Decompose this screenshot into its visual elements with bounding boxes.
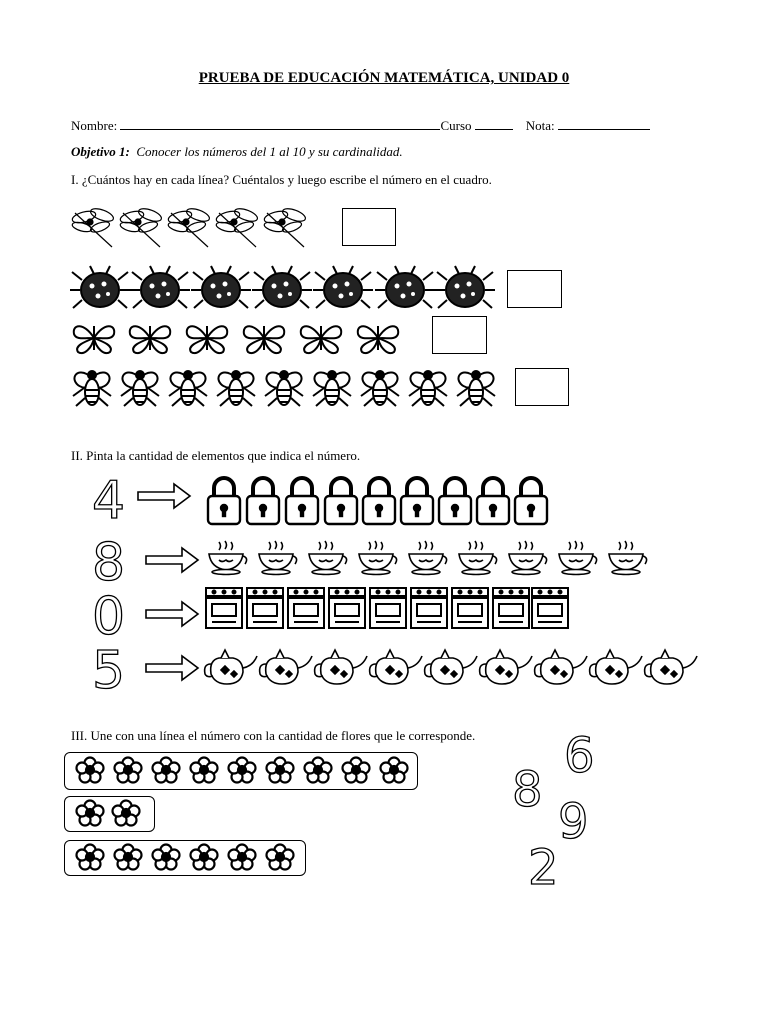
nota-label: Nota: (525, 118, 555, 133)
match-number-6: 6 (564, 728, 595, 784)
section-1-instruction: I. ¿Cuántos hay en cada línea? Cuéntalos y luego escribe el número en el cuadro. (71, 172, 492, 187)
padlock-icon (325, 478, 357, 524)
section-3-numbers (500, 728, 620, 898)
stove-icon (206, 588, 242, 628)
padlock-icon (247, 478, 279, 524)
teapot-icon (260, 650, 312, 684)
padlock-icon (439, 478, 471, 524)
objective-label: Objetivo 1: (71, 144, 130, 159)
teacup-icon (559, 541, 597, 575)
objective-line (71, 144, 403, 160)
ladybug-row (70, 266, 500, 314)
number-0: 0 (92, 587, 126, 647)
butterfly-row (70, 320, 410, 356)
teapot-row (205, 650, 697, 684)
match-number-8: 8 (512, 762, 543, 818)
teacup-icon (209, 541, 247, 575)
answer-box-bees[interactable] (515, 368, 569, 406)
ladybug-icon (191, 266, 251, 308)
teacup-icon (259, 541, 297, 575)
padlock-row (208, 478, 547, 524)
section-2-rows (0, 468, 768, 701)
curso-blank[interactable] (475, 116, 513, 130)
teapot-icon (480, 650, 532, 684)
padlock-icon (363, 478, 395, 524)
dragonfly-icon (215, 206, 259, 247)
padlock-icon (208, 478, 240, 524)
flower-icon (305, 758, 332, 783)
match-number-9: 9 (558, 794, 589, 850)
flower-icon (77, 845, 104, 870)
arrow-icon (138, 484, 190, 508)
answer-box-butterflies[interactable] (432, 316, 487, 354)
bee-icon (120, 369, 161, 406)
stove-row (206, 588, 568, 628)
flower-icon (229, 758, 256, 783)
ladybug-icon (313, 266, 373, 308)
stove-icon (247, 588, 283, 628)
flower-icon (191, 845, 218, 870)
teapot-icon (370, 650, 422, 684)
flower-icon (77, 801, 104, 826)
dragonfly-row (70, 205, 330, 255)
flower-icon (191, 758, 218, 783)
bee-icon (456, 369, 497, 406)
nombre-blank[interactable] (120, 116, 440, 130)
butterfly-icon (358, 326, 398, 353)
section-2-instruction: II. Pinta la cantidad de elementos que indica el número. (71, 448, 361, 463)
flower-icon (115, 845, 142, 870)
teacup-icon (609, 541, 647, 575)
dragonfly-icon (167, 206, 211, 247)
nombre-label: Nombre: (71, 118, 118, 133)
stove-icon (532, 588, 568, 628)
bee-icon (264, 369, 305, 406)
answer-box-dragonflies[interactable] (342, 208, 396, 246)
student-info-line (71, 116, 650, 134)
flower-icon (153, 845, 180, 870)
flower-icon (229, 845, 256, 870)
flower-icon (267, 845, 294, 870)
stove-icon (370, 588, 406, 628)
teapot-icon (535, 650, 587, 684)
bee-icon (360, 369, 401, 406)
bee-icon (312, 369, 353, 406)
teapot-icon (590, 650, 642, 684)
dragonfly-icon (71, 206, 115, 247)
flower-icon (113, 801, 140, 826)
butterfly-icon (130, 326, 170, 353)
teacup-icon (509, 541, 547, 575)
padlock-icon (477, 478, 509, 524)
arrow-icon (146, 602, 198, 626)
answer-box-ladybugs[interactable] (507, 270, 562, 308)
teacup-icon (459, 541, 497, 575)
number-5: 5 (92, 641, 126, 701)
butterfly-icon (301, 326, 341, 353)
flower-icon (115, 758, 142, 783)
flower-icon (343, 758, 370, 783)
page-title: PRUEBA DE EDUCACIÓN MATEMÁTICA, UNIDAD 0 (198, 70, 570, 86)
number-4: 4 (92, 471, 126, 531)
dragonfly-icon (119, 206, 163, 247)
flower-group-6[interactable] (64, 840, 306, 876)
ladybug-icon (130, 266, 190, 308)
bee-icon (216, 369, 257, 406)
nota-blank[interactable] (558, 116, 650, 130)
flower-icon (267, 758, 294, 783)
teacup-row (209, 541, 647, 575)
dragonfly-icon (263, 206, 307, 247)
stove-icon (288, 588, 324, 628)
match-number-2: 2 (528, 840, 559, 896)
number-8: 8 (92, 533, 126, 593)
flower-icon (381, 758, 408, 783)
butterfly-icon (187, 326, 227, 353)
teacup-icon (409, 541, 447, 575)
flower-icon (77, 758, 104, 783)
bee-icon (168, 369, 209, 406)
stove-icon (493, 588, 529, 628)
arrow-icon (146, 548, 198, 572)
section-3-instruction: III. Une con una línea el número con la cantidad de flores que le corresponde. (71, 728, 476, 743)
bee-row (70, 366, 500, 408)
flower-icon (153, 758, 180, 783)
flower-group-9[interactable] (64, 752, 418, 790)
butterfly-icon (244, 326, 284, 353)
teapot-icon (645, 650, 697, 684)
curso-label: Curso (440, 118, 472, 133)
ladybug-icon (435, 266, 495, 308)
stove-icon (452, 588, 488, 628)
ladybug-icon (375, 266, 435, 308)
teapot-icon (425, 650, 477, 684)
teacup-icon (309, 541, 347, 575)
teapot-icon (315, 650, 367, 684)
padlock-icon (515, 478, 547, 524)
ladybug-icon (252, 266, 312, 308)
objective-text: Conocer los números del 1 al 10 y su cardinalidad. (136, 144, 403, 159)
padlock-icon (401, 478, 433, 524)
arrow-icon (146, 656, 198, 680)
bee-icon (408, 369, 449, 406)
teapot-icon (205, 650, 257, 684)
padlock-icon (286, 478, 318, 524)
teacup-icon (359, 541, 397, 575)
stove-icon (329, 588, 365, 628)
stove-icon (411, 588, 447, 628)
flower-group-2[interactable] (64, 796, 155, 832)
